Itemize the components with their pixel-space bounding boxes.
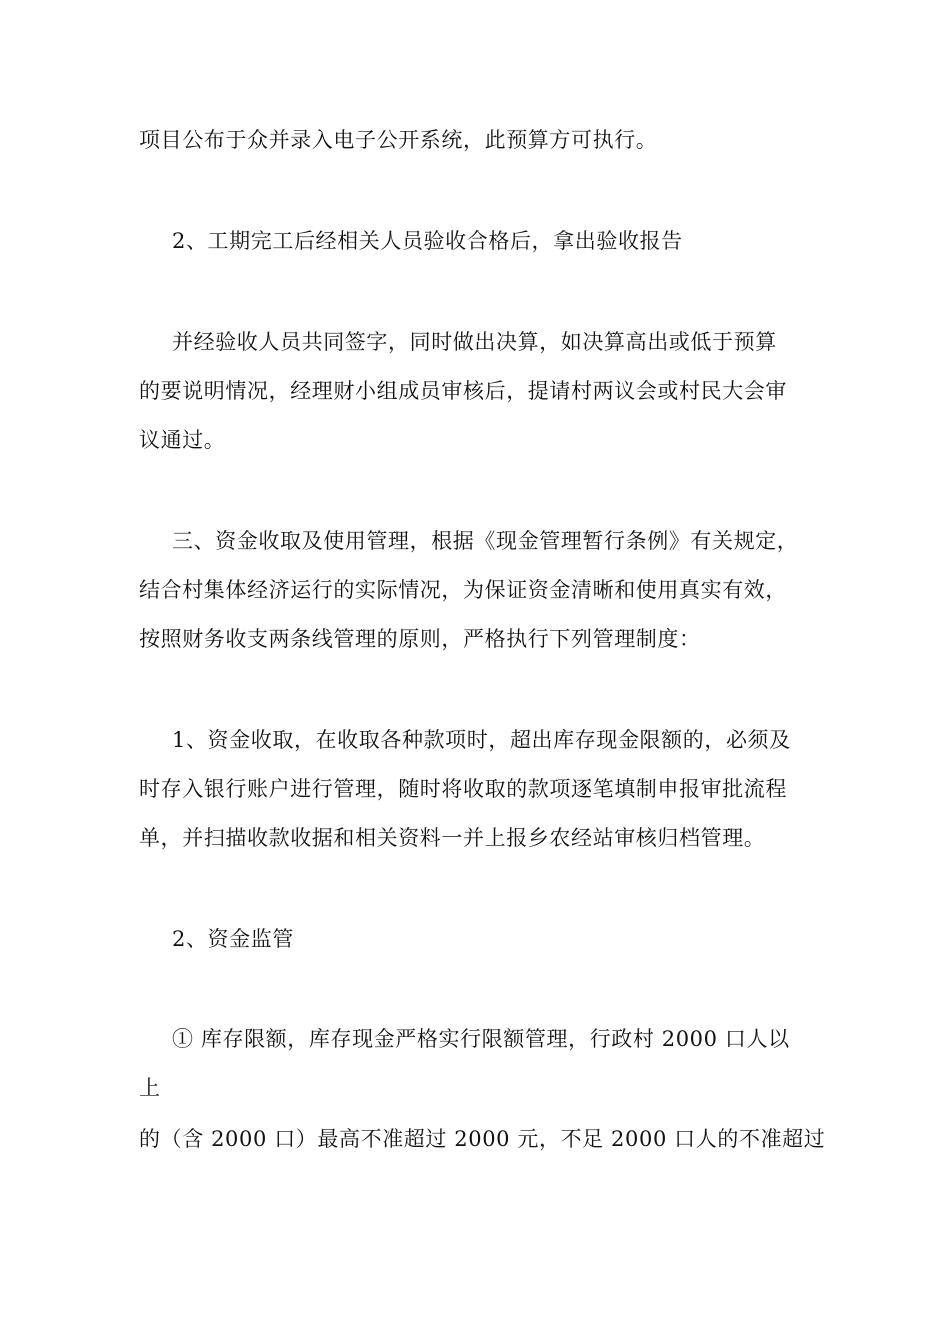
- paragraph-line: 单，并扫描收款收据和相关资料一并上报乡农经站审核归档管理。: [139, 826, 766, 850]
- paragraph-line: 结合村集体经济运行的实际情况，为保证资金清晰和使用真实有效，: [139, 578, 787, 602]
- paragraph-line: 时存入银行账户进行管理，随时将收取的款项逐笔填制申报审批流程: [139, 777, 787, 801]
- paragraph-line: 并经验收人员共同签字，同时做出决算，如决算高出或低于预算: [172, 330, 777, 354]
- paragraph-line: 的要说明情况，经理财小组成员审核后，提请村两议会或村民大会审: [139, 379, 787, 403]
- paragraph-line: 三、资金收取及使用管理，根据《现金管理暂行条例》有关规定，: [172, 529, 799, 553]
- paragraph-line: 1、资金收取，在收取各种款项时，超出库存现金限额的，必须及: [172, 728, 791, 752]
- paragraph-line: ① 库存限额，库存现金严格实行限额管理，行政村 2000 口人以: [172, 1027, 790, 1051]
- paragraph-line: 按照财务收支两条线管理的原则，严格执行下列管理制度：: [139, 627, 701, 651]
- paragraph-line: 的（含 2000 口）最高不准超过 2000 元，不足 2000 口人的不准超过: [139, 1127, 826, 1151]
- paragraph-line: 项目公布于众并录入电子公开系统，此预算方可执行。: [139, 128, 658, 152]
- paragraph-line: 2、资金监管: [172, 927, 294, 951]
- paragraph-line: 议通过。: [139, 428, 226, 452]
- paragraph-line: 上: [139, 1076, 161, 1100]
- paragraph-line: 2、工期完工后经相关人员验收合格后，拿出验收报告: [172, 229, 683, 253]
